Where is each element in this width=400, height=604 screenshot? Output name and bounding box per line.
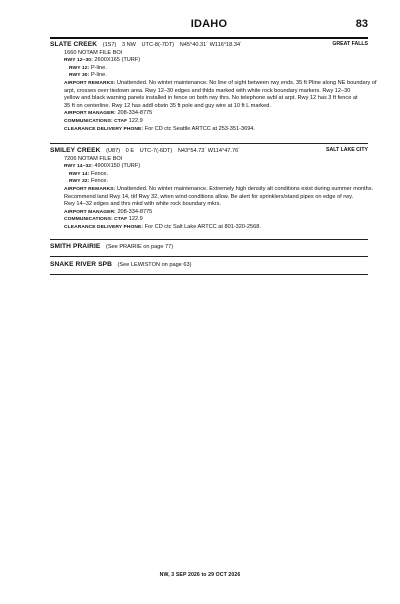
ctaf-frequency: 122.9 [128, 117, 143, 124]
airport-utc: UTC-7(-6DT) [139, 148, 173, 154]
runway-end-value: Fence. [90, 178, 109, 185]
airport-entry-slate-creek [50, 41, 377, 133]
airport-ident: (U87) [106, 148, 121, 154]
runway-end-label: RWY 32: [69, 179, 90, 185]
cross-reference-snake-river-spb [50, 261, 368, 269]
page-header [50, 18, 368, 34]
entry-divider [50, 143, 368, 144]
remarks-line: yellow and black warning panels installed in fence on both rwy thrs. No telephone avbl at arpt. Rwy 12 has 3 ft fence at [64, 95, 358, 102]
airport-entry-smiley-creek [50, 147, 374, 232]
runway-value: 2600X165 (TURF) [94, 57, 141, 64]
manager-phone: 208-334-8775 [117, 110, 153, 117]
runway-value: 4900X150 (TURF) [94, 163, 141, 170]
runway-end-value: P-line. [90, 64, 107, 71]
manager-phone: 208-334-8775 [117, 208, 153, 215]
page-footer: NW, 3 SEP 2026 to 29 OCT 2026 [159, 572, 241, 578]
xref-name: SNAKE RIVER SPB [50, 261, 112, 268]
sectional-chart: GREAT FALLS [332, 41, 368, 47]
entry-divider [50, 256, 368, 257]
state-title: IDAHO [190, 18, 228, 30]
airport-name: SLATE CREEK [50, 41, 98, 48]
remarks-label: AIRPORT REMARKS: [64, 186, 116, 192]
xref-name: SMITH PRAIRIE [50, 243, 101, 250]
runway-label: RWY 12–30: [64, 58, 93, 64]
entry-divider [50, 274, 368, 275]
xref-target: (See PRAIRIE on page 77) [105, 244, 174, 250]
runway-end-label: RWY 12: [69, 65, 90, 71]
cross-reference-smith-prairie [50, 243, 368, 251]
clearance-value: For CD ctc Salt Lake ARTCC at 801-320-2568. [144, 223, 261, 230]
runway-label: RWY 14–32: [64, 164, 93, 170]
manager-label: AIRPORT MANAGER: [64, 209, 116, 215]
manager-label: AIRPORT MANAGER: [64, 111, 116, 117]
runway-end-label: RWY 30: [69, 73, 90, 79]
clearance-value: For CD ctc Seattle ARTCC at 253-351-3694. [144, 125, 255, 132]
remarks-line: Unattended. No winter maintenance. Extremely high density alt conditions exist during summer months. [116, 185, 374, 192]
airport-ident: (1S7) [102, 42, 117, 48]
page-number: 83 [355, 18, 368, 30]
airport-distance: 3 NW [121, 42, 136, 48]
elevation-notam: 1660 NOTAM FILE BOI [64, 49, 123, 56]
runway-end-value: Fence. [90, 170, 109, 177]
remarks-line: arpt, crosses over tiedown area. Rwy 12–30 edges and thlds marked with white rock boundary markers. Rwy 12–30 [64, 87, 351, 94]
comms-label: COMMUNICATIONS: CTAF [64, 217, 128, 223]
remarks-line: Rwy 14–32 edges and thrs mkd with white rock boundary mkrs. [64, 201, 222, 208]
airport-utc: UTC-8(-7DT) [141, 42, 175, 48]
airport-coords: N45°40.31´ W116°18.34´ [179, 42, 242, 48]
remarks-line: 35 ft on centerline. Rwy 12 has addl obstn 35 ft pole and guy wire at 10 ft L marked. [64, 102, 271, 109]
header-rule [50, 37, 368, 39]
sectional-chart: SALT LAKE CITY [326, 147, 368, 153]
airport-name: SMILEY CREEK [50, 147, 101, 154]
remarks-line: Recommend land Rwy 14, tkf Rwy 32, when wind conditions allow. Be alert for sprinklers/stand pipes on edge of rwy. [64, 193, 354, 200]
airport-distance: 0 E [125, 148, 135, 154]
xref-target: (See LEWISTON on page 63) [117, 262, 192, 268]
runway-end-label: RWY 14: [69, 171, 90, 177]
clearance-label: CLEARANCE DELIVERY PHONE: [64, 126, 144, 132]
elevation-notam: 7206 NOTAM FILE BOI [64, 155, 123, 162]
airport-coords: N43°54.73´ W114°47.76´ [177, 148, 241, 154]
comms-label: COMMUNICATIONS: CTAF [64, 118, 128, 124]
clearance-label: CLEARANCE DELIVERY PHONE: [64, 224, 144, 230]
entry-divider [50, 239, 368, 240]
remarks-label: AIRPORT REMARKS: [64, 80, 116, 86]
remarks-line: Unattended. No winter maintenance. No line of sight between rwy ends. 35 ft Pline along NE boundary of [116, 79, 377, 86]
ctaf-frequency: 122.9 [128, 216, 143, 223]
runway-end-value: P-line. [90, 72, 107, 79]
